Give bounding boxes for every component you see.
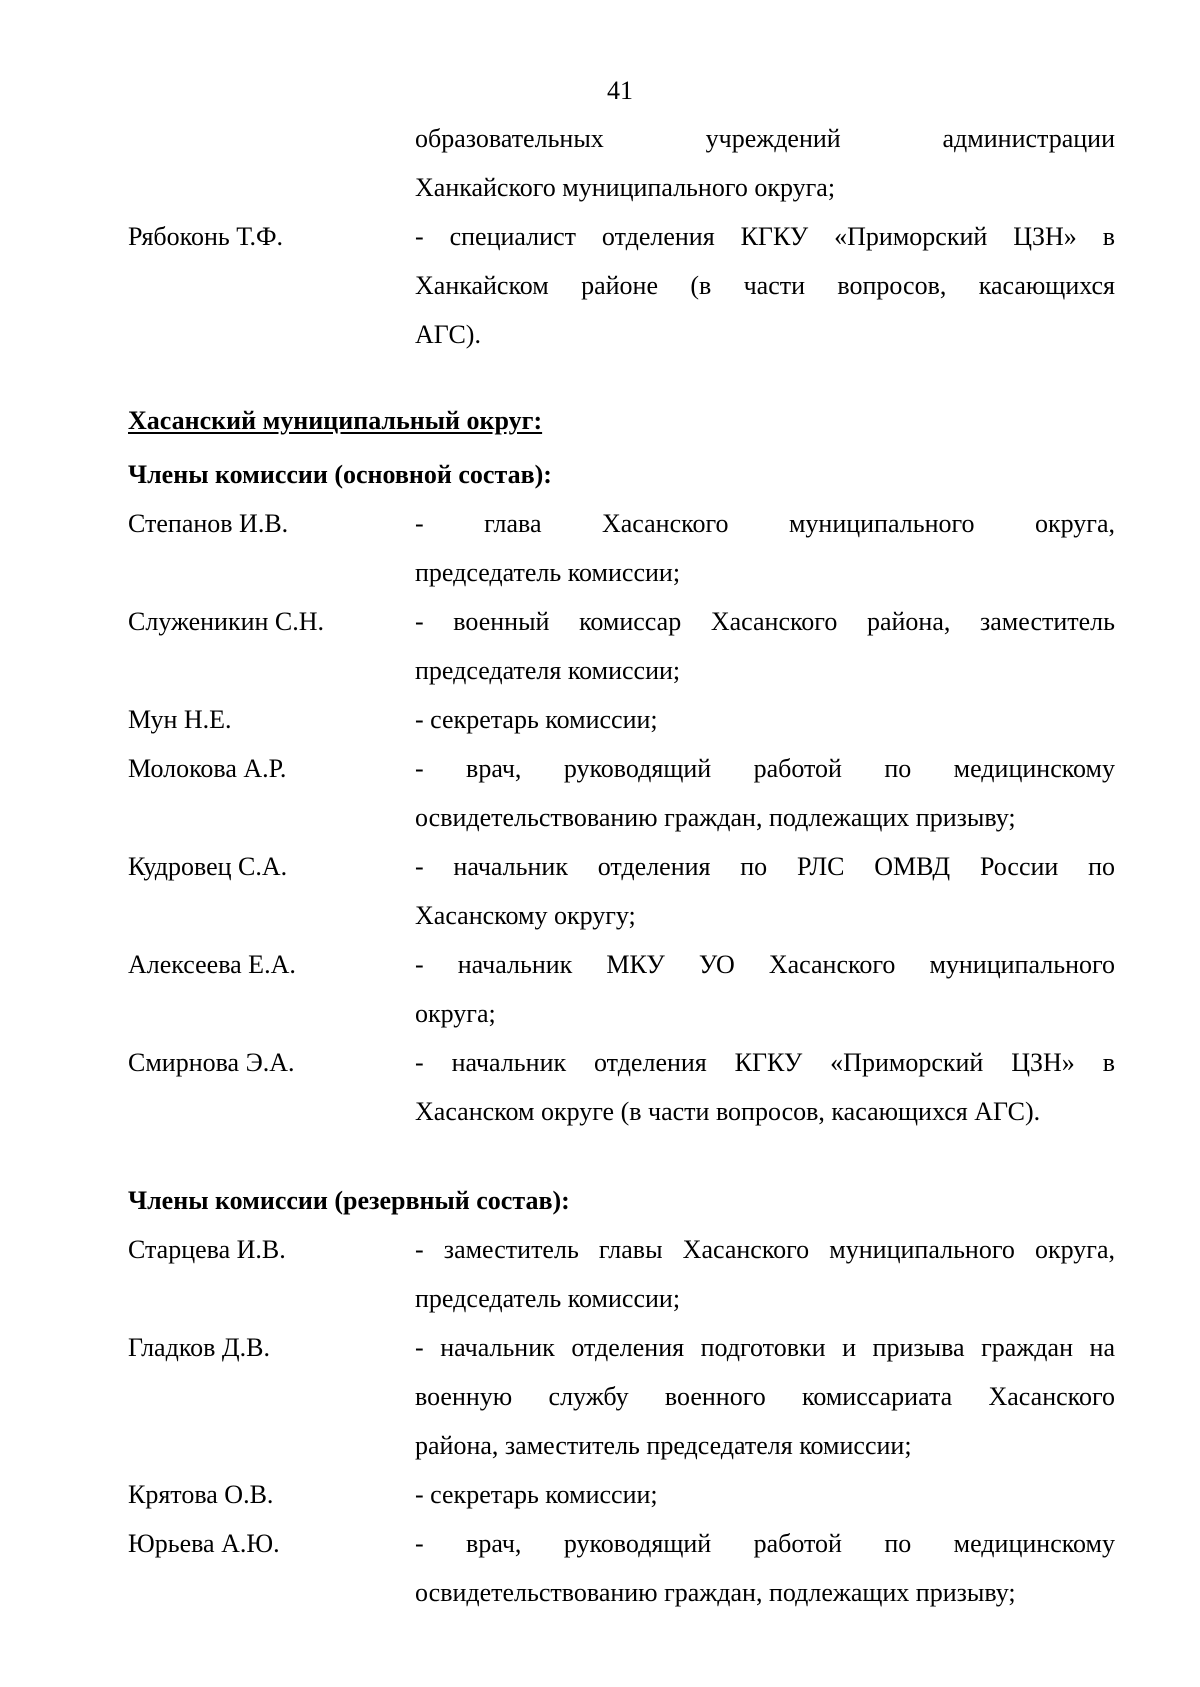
text-line: - врач, руководящий работой по медицинскому bbox=[415, 754, 1115, 783]
member-description bbox=[415, 744, 1115, 842]
text-line: - начальник отделения КГКУ «Приморский ЦЗН» в bbox=[415, 1048, 1115, 1077]
text-line: - глава Хасанского муниципального округа, bbox=[415, 509, 1115, 538]
member-row bbox=[128, 499, 1118, 597]
continuation-text bbox=[415, 114, 1115, 212]
member-description bbox=[415, 1323, 1115, 1470]
text-line: АГС). bbox=[415, 320, 481, 349]
text-line: - секретарь комиссии; bbox=[415, 705, 658, 734]
member-name: Кудровец С.А. bbox=[128, 852, 288, 881]
document-body bbox=[128, 114, 1118, 1617]
text-line: Ханкайском районе (в части вопросов, касающихся bbox=[415, 271, 1115, 300]
text-line: - начальник отделения по РЛС ОМВД России по bbox=[415, 852, 1115, 881]
text-line: - специалист отделения КГКУ «Приморский ЦЗН» в bbox=[415, 222, 1115, 251]
member-name: Мун Н.Е. bbox=[128, 705, 232, 734]
member-row bbox=[128, 1225, 1118, 1323]
member-name: Старцева И.В. bbox=[128, 1235, 286, 1264]
member-row bbox=[128, 1470, 1118, 1519]
member-name: Рябоконь Т.Ф. bbox=[128, 222, 284, 251]
reserve-composition-heading: Члены комиссии (резервный состав): bbox=[128, 1186, 570, 1215]
spacer bbox=[128, 359, 1118, 396]
text-line: - военный комиссар Хасанского района, заместитель bbox=[415, 607, 1115, 636]
spacer bbox=[128, 1136, 1118, 1176]
main-composition-heading: Члены комиссии (основной состав): bbox=[128, 460, 552, 489]
member-description bbox=[415, 499, 1115, 597]
text-line: освидетельствованию граждан, подлежащих призыву; bbox=[415, 1578, 1016, 1607]
member-name: Юрьева А.Ю. bbox=[128, 1529, 280, 1558]
member-row bbox=[128, 744, 1118, 842]
member-description bbox=[415, 1519, 1115, 1617]
member-name: Степанов И.В. bbox=[128, 509, 289, 538]
member-name: Смирнова Э.А. bbox=[128, 1048, 295, 1077]
text-line: - врач, руководящий работой по медицинскому bbox=[415, 1529, 1115, 1558]
reserve-members-list bbox=[128, 1225, 1118, 1617]
text-line: Хасанскому округу; bbox=[415, 901, 636, 930]
member-name: Крятова О.В. bbox=[128, 1480, 274, 1509]
text-line: Ханкайского муниципального округа; bbox=[415, 173, 836, 202]
member-row bbox=[128, 940, 1118, 1038]
text-line: округа; bbox=[415, 999, 496, 1028]
member-description bbox=[415, 695, 1115, 744]
member-row bbox=[128, 842, 1118, 940]
text-line: образовательных учреждений администрации bbox=[415, 124, 1115, 153]
member-row bbox=[128, 212, 1118, 359]
member-name: Служеникин С.Н. bbox=[128, 607, 325, 636]
text-line: Хасанском округе (в части вопросов, касающихся АГС). bbox=[415, 1097, 1041, 1126]
member-row bbox=[128, 597, 1118, 695]
text-line: - начальник МКУ УО Хасанского муниципального bbox=[415, 950, 1115, 979]
text-line: председателя комиссии; bbox=[415, 656, 681, 685]
member-description bbox=[415, 1038, 1115, 1136]
text-line: - заместитель главы Хасанского муниципального округа, bbox=[415, 1235, 1115, 1264]
member-row bbox=[128, 1038, 1118, 1136]
member-row bbox=[128, 1323, 1118, 1470]
member-row bbox=[128, 1519, 1118, 1617]
member-name: Гладков Д.В. bbox=[128, 1333, 270, 1362]
page-number: 41 bbox=[607, 76, 633, 105]
member-description bbox=[415, 212, 1115, 359]
member-name: Алексеева Е.А. bbox=[128, 950, 296, 979]
text-line: района, заместитель председателя комиссии; bbox=[415, 1431, 912, 1460]
text-line: председатель комиссии; bbox=[415, 1284, 681, 1313]
section-title: Хасанский муниципальный округ: bbox=[128, 406, 543, 435]
text-line: военную службу военного комиссариата Хасанского bbox=[415, 1382, 1115, 1411]
member-description bbox=[415, 1470, 1115, 1519]
text-line: - начальник отделения подготовки и призыва граждан на bbox=[415, 1333, 1115, 1362]
member-description bbox=[415, 1225, 1115, 1323]
main-members-list bbox=[128, 499, 1118, 1136]
member-description bbox=[415, 597, 1115, 695]
text-line: председатель комиссии; bbox=[415, 558, 681, 587]
member-description bbox=[415, 842, 1115, 940]
member-row bbox=[128, 695, 1118, 744]
member-description bbox=[415, 940, 1115, 1038]
member-name: Молокова А.Р. bbox=[128, 754, 287, 783]
text-line: - секретарь комиссии; bbox=[415, 1480, 658, 1509]
continuation-row bbox=[128, 114, 1118, 212]
text-line: освидетельствованию граждан, подлежащих призыву; bbox=[415, 803, 1016, 832]
